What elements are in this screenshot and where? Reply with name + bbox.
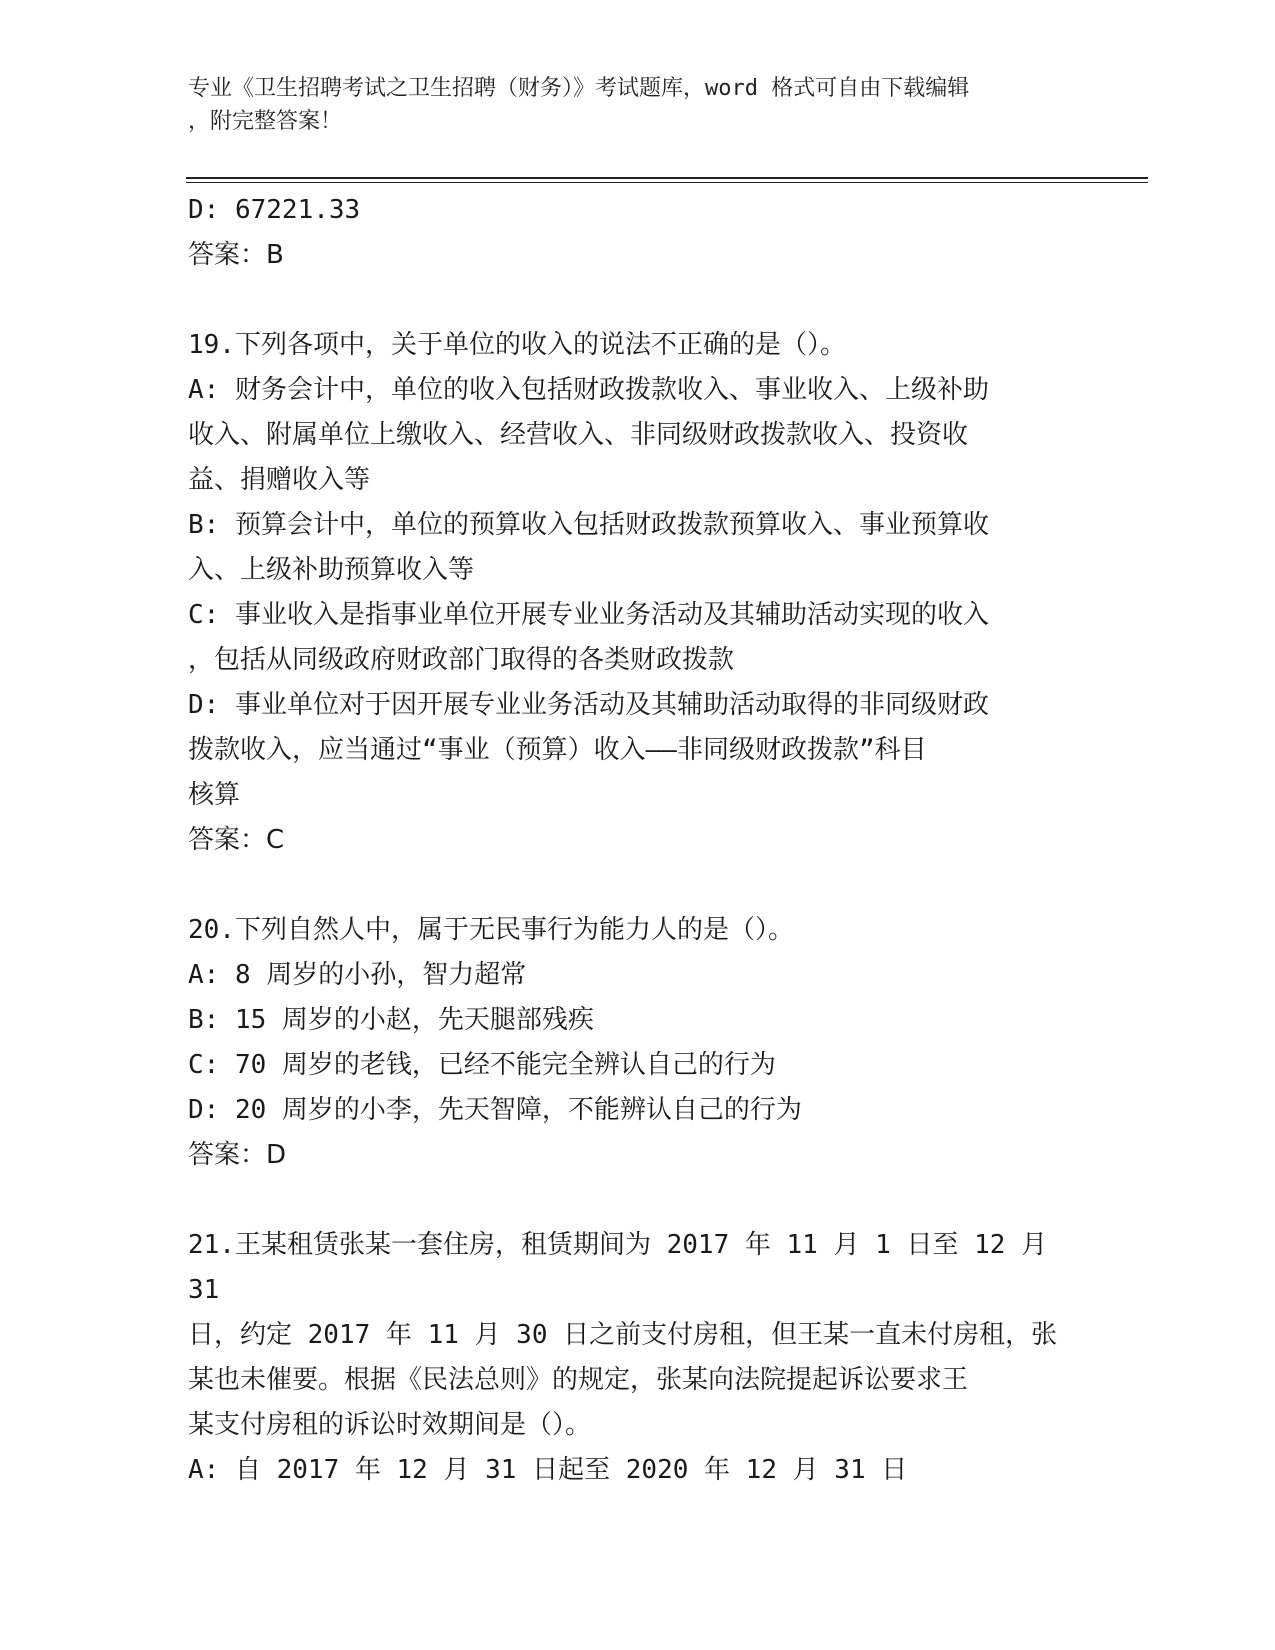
q19-option-b-line2: 入、上级补助预算收入等 <box>188 555 475 585</box>
q21-option-a: A: 自 2017 年 12 月 31 日起至 2020 年 12 月 31 日 <box>188 1455 908 1485</box>
header-divider-thick <box>186 177 1148 179</box>
prev-answer: 答案：B <box>188 240 284 270</box>
q19-answer: 答案：C <box>188 825 285 855</box>
header-line-2: ，附完整答案！ <box>188 109 343 134</box>
q19-option-d-line3: 核算 <box>188 780 241 810</box>
q21-stem-line3: 某也未催要。根据《民法总则》的规定，张某向法院提起诉讼要求王 <box>188 1365 969 1395</box>
header-line-1: 专业《卫生招聘考试之卫生招聘（财务）》考试题库，word 格式可自由下载编辑 <box>188 76 970 101</box>
q20-option-b: B: 15 周岁的小赵，先天腿部残疾 <box>188 1005 594 1035</box>
q19-option-a-line3: 益、捐赠收入等 <box>188 465 371 495</box>
q19-stem: 19.下列各项中，关于单位的收入的说法不正确的是（）。 <box>188 330 846 360</box>
q19-option-a-line2: 收入、附属单位上缴收入、经营收入、非同级财政拨款收入、投资收 <box>188 420 969 450</box>
q20-answer: 答案：D <box>188 1140 287 1170</box>
q19-option-c-line1: C: 事业收入是指事业单位开展专业业务活动及其辅助活动实现的收入 <box>188 600 989 630</box>
q19-option-a-line1: A: 财务会计中，单位的收入包括财政拨款收入、事业收入、上级补助 <box>188 375 989 405</box>
q19-option-d-line1: D: 事业单位对于因开展专业业务活动及其辅助活动取得的非同级财政 <box>188 690 989 720</box>
q20-option-c: C: 70 周岁的老钱，已经不能完全辨认自己的行为 <box>188 1050 776 1080</box>
q21-stem-line2: 日，约定 2017 年 11 月 30 日之前支付房租，但王某一直未付房租，张 <box>188 1320 1058 1350</box>
document-body <box>188 188 1068 1493</box>
question-19 <box>188 323 1068 863</box>
document-header <box>188 72 1068 138</box>
q19-option-d-line2: 拨款收入，应当通过“事业（预算）收入——非同级财政拨款”科目 <box>188 735 927 765</box>
q19-option-c-line2: ，包括从同级政府财政部门取得的各类财政拨款 <box>188 645 735 675</box>
q21-stem-line1: 21.王某租赁张某一套住房，租赁期间为 2017 年 11 月 1 日至 12 月 31 <box>188 1230 1063 1305</box>
prev-option-d: D: 67221.33 <box>188 195 361 225</box>
q20-option-a: A: 8 周岁的小孙，智力超常 <box>188 960 527 990</box>
q21-stem-line4: 某支付房租的诉讼时效期间是（）。 <box>188 1410 592 1440</box>
question-21 <box>188 1223 1068 1493</box>
q19-option-b-line1: B: 预算会计中，单位的预算收入包括财政拨款预算收入、事业预算收 <box>188 510 989 540</box>
question-20 <box>188 908 1068 1178</box>
header-divider-thin <box>186 182 1148 183</box>
q20-option-d: D: 20 周岁的小李，先天智障，不能辨认自己的行为 <box>188 1095 802 1125</box>
q20-stem: 20.下列自然人中，属于无民事行为能力人的是（）。 <box>188 915 794 945</box>
